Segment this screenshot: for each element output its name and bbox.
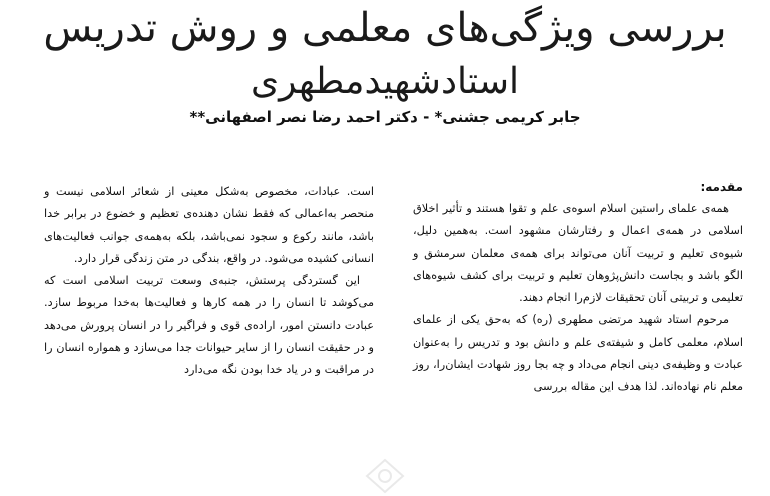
introduction-heading: مقدمه: <box>700 180 743 194</box>
left-paragraph-2: این گستردگی پرستش، جنبه‌ی وسعت تربیت اسلامی است که می‌کوشد تا انسان را در همه کارها و فعالیت‌ها به‌خدا مربوط سازد. عبادت دانستن امور، اراده‌ی قوی و فراگیر را در انسان پرورش می‌دهد و در حقیقت انسان را از سایر حیوانات جدا می‌سازد و همواره انسان را در مراقبت و در یاد خدا بودن نگه می‌دارد <box>44 274 374 377</box>
right-column <box>413 176 743 399</box>
right-paragraph-1: همه‌ی علمای راستین اسلام اسوه‌ی علم و تقوا هستند و تأثیر اخلاق اسلامی در همه‌ی اعمال و رفتارشان مشهود است. به‌همین دلیل، شیوه‌ی تعلیم و تربیت آنان می‌تواند برای همه‌ی معلمان سرمشق و الگو باشد و بجاست دانش‌پژوهان تعلیم و تربیت برای کشف شیوه‌های تعلیمی و تربیتی آنان تحقیقات لازم‌را انجام دهند. <box>413 202 743 305</box>
watermark-logo <box>355 456 415 496</box>
article-title-line-2: استادشهیدمطهری <box>251 61 519 102</box>
left-paragraph-1: است. عبادات، مخصوص به‌شکل معینی از شعائر اسلامی نیست و منحصر به‌اعمالی که فقط نشان دهنده‌ی تعظیم و خضوع در برابر خدا باشد، مانند رکوع و سجود نمی‌باشد، بلکه به‌همه‌ی جوانب فعالیت‌های انسانی کشیده می‌شود. در واقع، بندگی در متن زندگی قرار دارد. <box>44 185 374 265</box>
left-column <box>44 181 374 382</box>
article-title-line-1: بررسی ویژگی‌های معلمی و روش تدریس <box>43 5 727 51</box>
right-paragraph-2: مرحوم استاد شهید مرتضی مطهری (ره) که به‌حق یکی از علمای اسلام، معلمی کامل و شیفته‌ی علم و دانش بود و تدریس را به‌عنوان عبادت و وظیفه‌ی دینی انجام می‌داد و چه بجا روز شهادت ایشان‌را، روز معلم نام نهاده‌اند. لذا هدف این مقاله بررسی <box>413 313 743 394</box>
authors-line: جابر کریمی جشنی* - دکتر احمد رضا نصر اصفهانی** <box>189 108 581 126</box>
